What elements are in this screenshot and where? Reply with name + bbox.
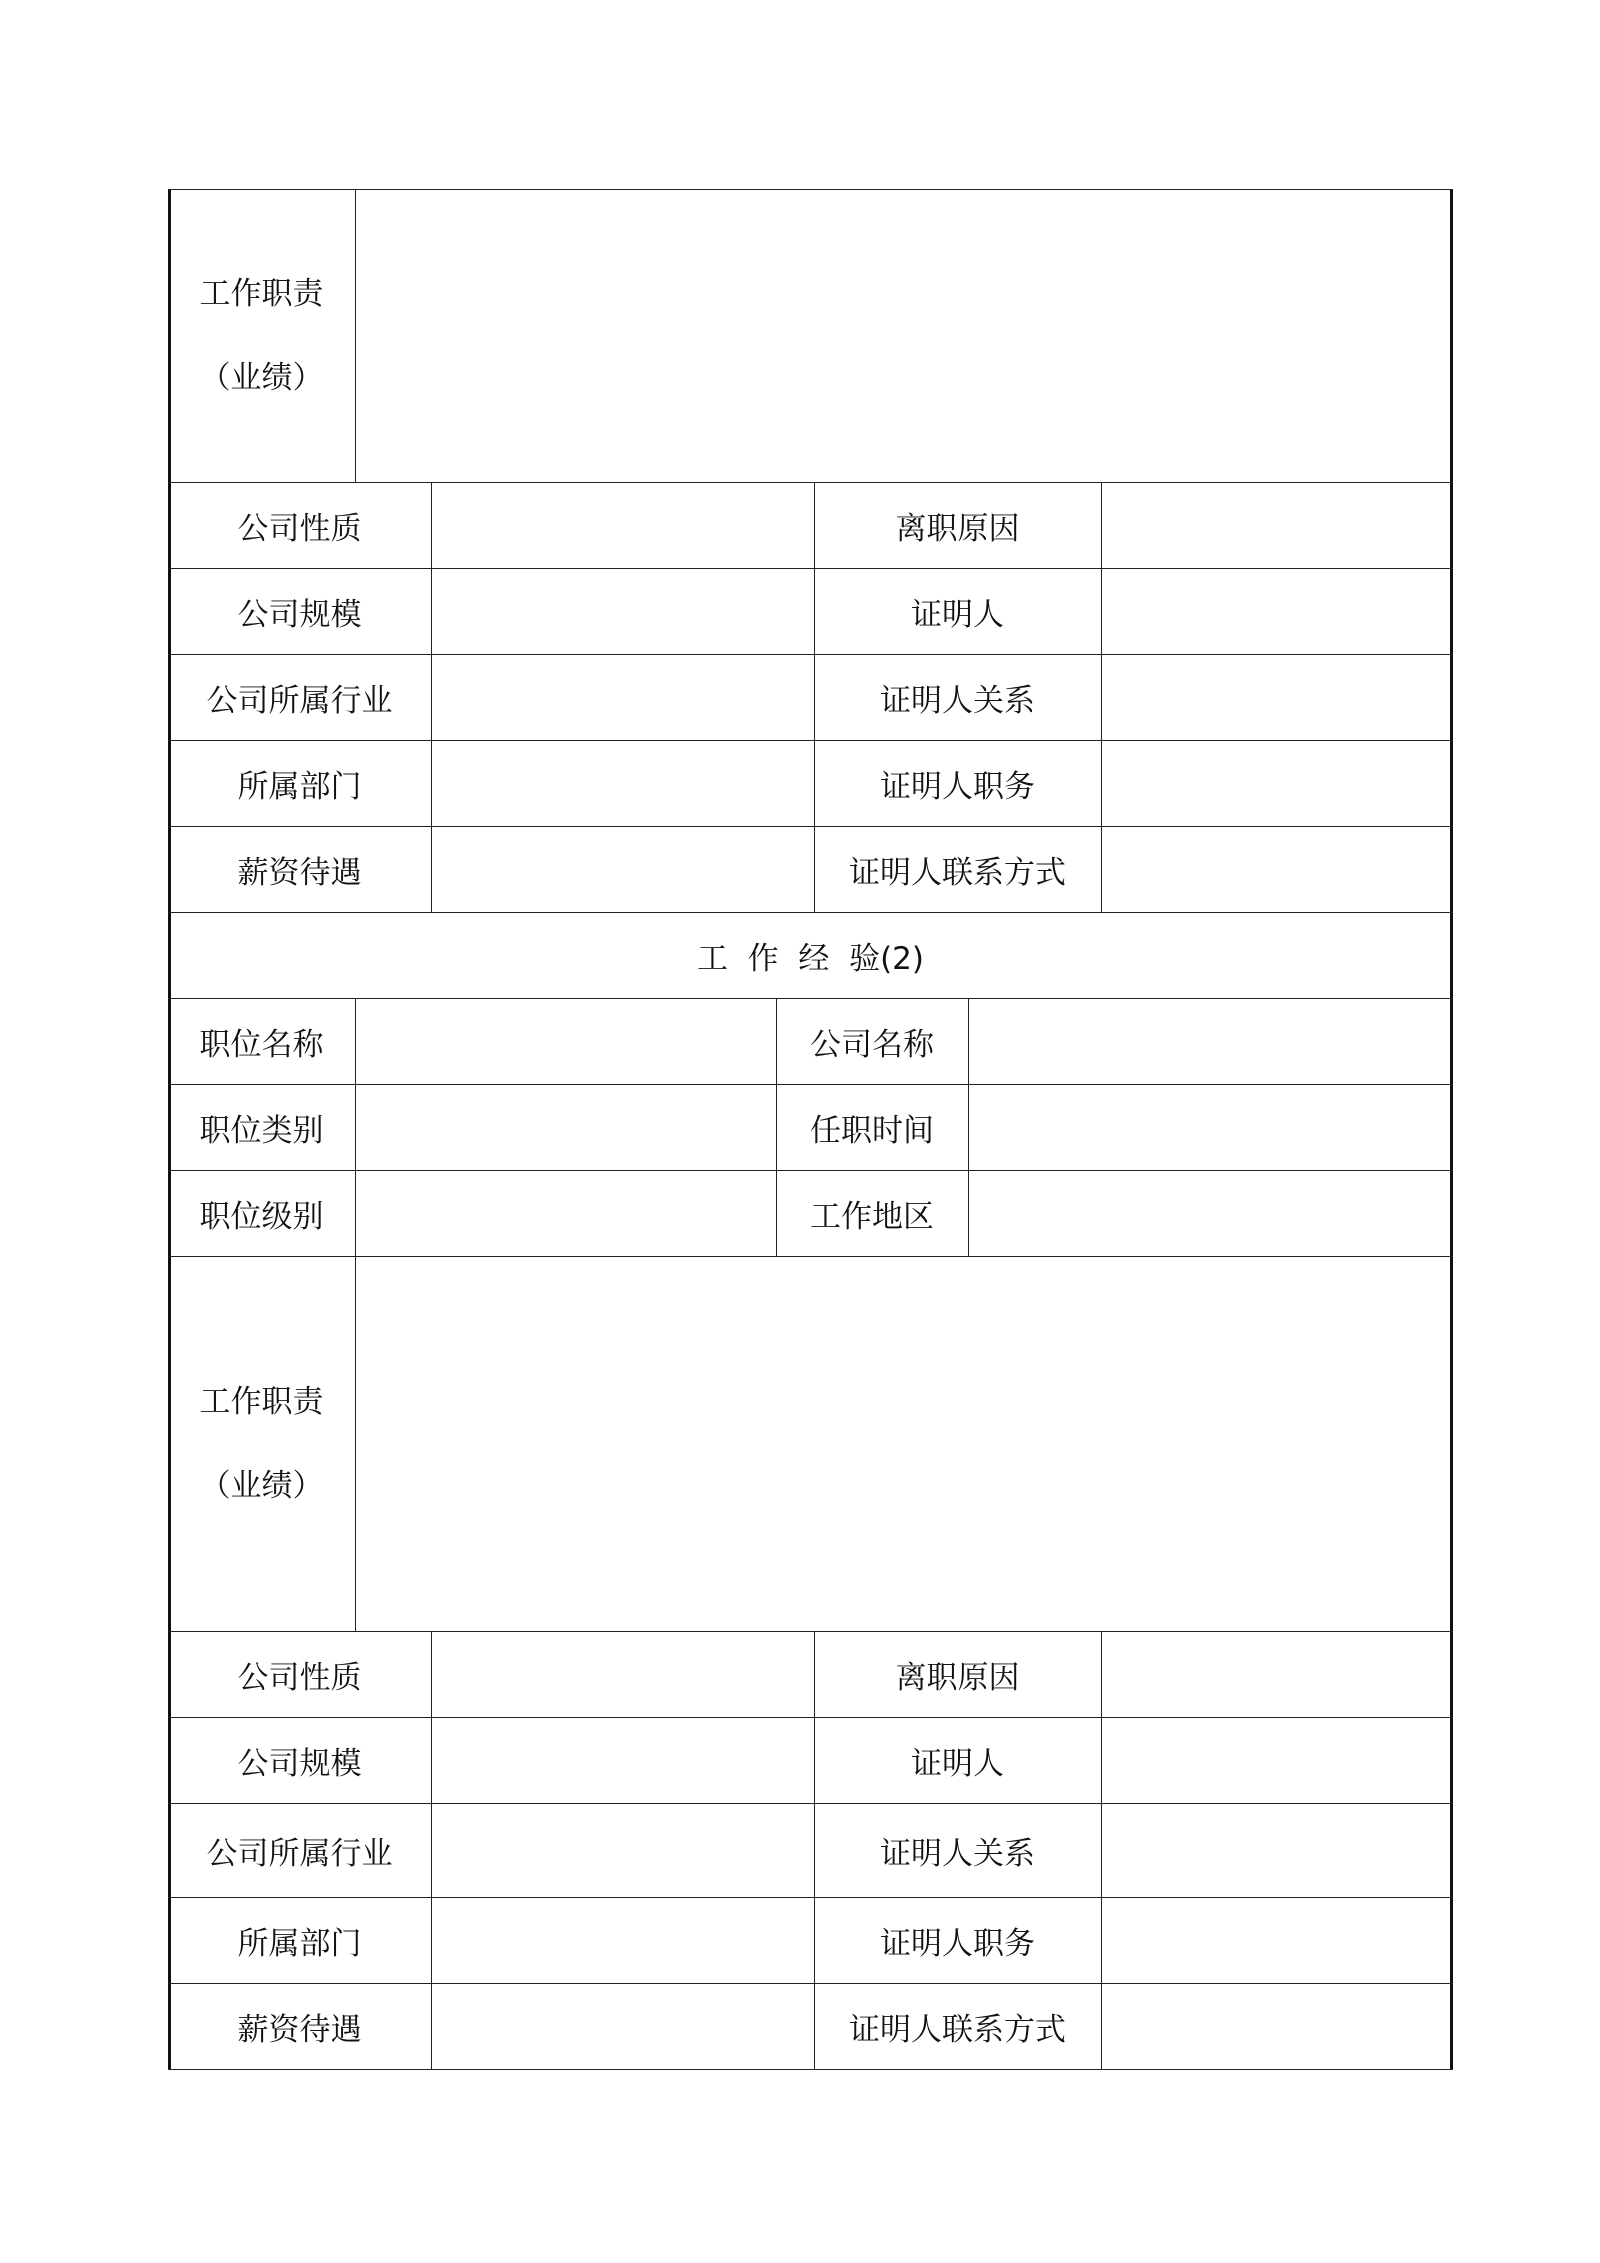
row-label-left: 职位类别 [199, 1112, 324, 1149]
row-label-left: 公司所属行业 [206, 682, 393, 719]
value-field[interactable] [1101, 1803, 1453, 1897]
duty-sub-label: （业绩） [199, 1467, 324, 1504]
value-field[interactable] [431, 1717, 814, 1803]
value-field[interactable] [431, 1803, 814, 1897]
value-field[interactable] [431, 654, 814, 740]
row-label-right: 证明人联系方式 [849, 854, 1066, 891]
row-label-right: 证明人职务 [880, 1925, 1035, 1962]
row-label-left: 职位名称 [199, 1026, 324, 1063]
form-bottom-border [168, 2069, 1453, 2070]
row-label-right: 工作地区 [810, 1198, 934, 1235]
value-field[interactable] [355, 1084, 776, 1170]
value-field[interactable] [1101, 740, 1453, 826]
value-field[interactable] [968, 1170, 1453, 1256]
duty-label-cell [168, 1256, 355, 1631]
value-field[interactable] [1101, 826, 1453, 912]
value-field[interactable] [431, 568, 814, 654]
row-label-right: 证明人 [911, 1745, 1004, 1782]
row-label-left: 所属部门 [237, 1925, 362, 1962]
value-field[interactable] [1101, 1631, 1453, 1717]
value-field[interactable] [1101, 482, 1453, 568]
row-label-left: 职位级别 [199, 1198, 324, 1235]
value-field[interactable] [968, 998, 1453, 1084]
value-field[interactable] [1101, 568, 1453, 654]
row-label-left: 所属部门 [237, 768, 362, 805]
value-field[interactable] [355, 1170, 776, 1256]
row-label-right: 离职原因 [895, 510, 1020, 547]
value-field[interactable] [431, 1983, 814, 2069]
row-label-left: 薪资待遇 [237, 854, 362, 891]
row-label-left: 公司性质 [237, 510, 362, 547]
value-field[interactable] [355, 998, 776, 1084]
section-title: 工 作 经 验(2) [696, 940, 925, 977]
row-label-left: 公司规模 [237, 1745, 362, 1782]
value-field[interactable] [431, 482, 814, 568]
value-field[interactable] [1101, 1983, 1453, 2069]
row-label-right: 证明人关系 [880, 682, 1035, 719]
value-field[interactable] [431, 826, 814, 912]
row-label-right: 证明人关系 [880, 1835, 1035, 1872]
value-field[interactable] [431, 1631, 814, 1717]
row-label-right: 证明人职务 [880, 768, 1035, 805]
row-label-right: 证明人联系方式 [849, 2011, 1066, 2048]
value-field[interactable] [968, 1084, 1453, 1170]
work-experience-form [168, 189, 1453, 2069]
duty-input-area[interactable] [355, 189, 1453, 482]
value-field[interactable] [1101, 1717, 1453, 1803]
value-field[interactable] [431, 1897, 814, 1983]
row-label-right: 公司名称 [810, 1026, 934, 1063]
duty-label-cell [168, 189, 355, 482]
duty-label: 工作职责 [199, 1383, 324, 1420]
row-label-right: 证明人 [911, 596, 1004, 633]
row-label-left: 公司规模 [237, 596, 362, 633]
value-field[interactable] [1101, 1897, 1453, 1983]
row-label-left: 公司性质 [237, 1659, 362, 1696]
row-label-right: 离职原因 [895, 1659, 1020, 1696]
row-label-left: 薪资待遇 [237, 2011, 362, 2048]
duty-label: 工作职责 [199, 275, 324, 312]
value-field[interactable] [431, 740, 814, 826]
value-field[interactable] [1101, 654, 1453, 740]
row-label-left: 公司所属行业 [206, 1835, 393, 1872]
duty-sub-label: （业绩） [199, 359, 324, 396]
row-label-right: 任职时间 [810, 1112, 934, 1149]
duty-input-area[interactable] [355, 1256, 1453, 1631]
